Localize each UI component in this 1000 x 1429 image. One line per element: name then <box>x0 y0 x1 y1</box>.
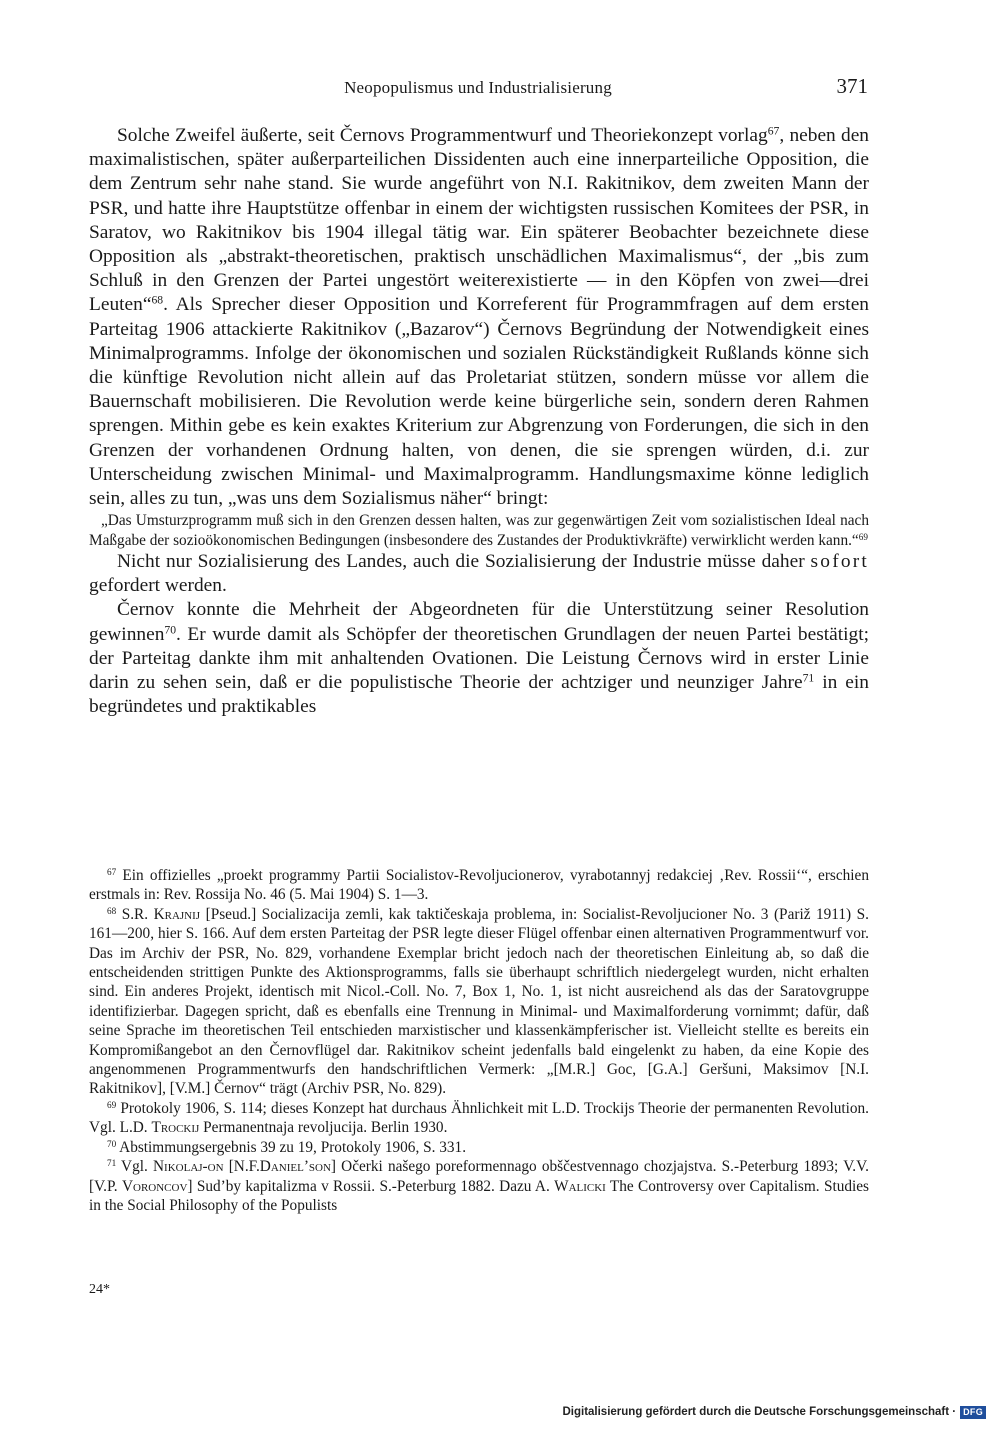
footnote-ref-70[interactable]: 70 <box>164 623 177 637</box>
author-name: Daniel’son <box>259 1158 331 1176</box>
paragraph-3 <box>89 598 869 719</box>
block-quote <box>89 511 869 550</box>
p3-text-3: in ein begründetes und praktikables <box>89 672 869 718</box>
footnote-text: S.R. <box>116 905 154 923</box>
author-name: Nikolaj-on <box>153 1158 224 1176</box>
footnote-ref-69[interactable]: 69 <box>858 531 868 542</box>
footnote-text: Permanentnaja revoljucija. Berlin 1930. <box>199 1119 448 1137</box>
paragraph-1 <box>89 124 869 511</box>
footnote-ref-67[interactable]: 67 <box>767 124 780 138</box>
footnote-68 <box>89 905 869 1099</box>
author-name: Voroncov <box>121 1177 188 1195</box>
dfg-banner-text: Digitalisierung gefördert durch die Deutsche Forschungsgemeinschaft · <box>562 1406 957 1418</box>
body-text <box>89 124 869 719</box>
footnote-text: Protokoly 1906, S. 114; dieses Konzept hat durchaus Ähnlichkeit mit L.D. Trockijs Theorie der permanenten Revolution. Vgl. L.D. <box>89 1099 869 1137</box>
author-name: Krajnij <box>153 905 201 923</box>
footnote-text: Ein offizielles „proekt programmy Partii Socialistov-Revoljucionerov, vyrabotannyj redakciej ‚Rev. Rossii‘“, erschien erstmals in: Rev. Rossija No. 46 (5. Mai 1904) S. 1—3. <box>89 867 869 904</box>
footnotes <box>89 866 869 1215</box>
footnote-text: [N.F. <box>223 1158 260 1176</box>
author-name: Trockij <box>151 1119 200 1137</box>
emphasis-sofort: sofort <box>810 551 869 573</box>
footnote-text: ] Sud’by kapitalizma v Rossii. S.-Peterburg 1882. Dazu A. <box>187 1177 555 1195</box>
footnote-number: 68 <box>107 905 117 916</box>
footnote-71 <box>89 1157 869 1215</box>
p2-text-1: Nicht nur Sozialisierung des Landes, auch die Sozialisierung der Industrie müsse daher <box>117 551 811 573</box>
p1-text-2: , neben den maximalistischen, später außerparteilichen Dissidenten auch eine innerparteiliche Opposition, die dem Zentrum sehr nahe stand. Sie wurde angeführt von N.I. Rakitnikov, dem zweiten Mann der PSR, und hatte ihre Hauptstütze offenbar in einem der wichtigsten russischen Komitees der PSR, in Saratov, wo Rakitnikov bis 1904 illegal tätig war. Ein späterer Beobachter bezeichnete diese Opposition als „abstrakt-theoretischen, praktisch unschädlichen Maximalismus“, der „bis zum Schluß in den Grenzen der Partei ungestört weiterexistierte — in den Köpfen von zwei—drei Leuten“ <box>89 125 870 316</box>
footnote-text: [Pseud.] Socializacija zemli, kak taktičeskaja problema, in: Socialist-Revoljucioner No. 3 (Pariž 1911) S. 161—200, hier S. 166. Auf dem ersten Parteitag der PSR legte dieser Flügel offenbar einen alternativen Programmentwurf vor. Das im Archiv der PSR, No. 829, vorhandene Exemplar bricht jedoch nach der theoretischen Einleitung ab, so daß die entscheidenden strittigen Punkte des Aktionsprogramms, falls sie überhaupt schriftlich niedergelegt wurden, nicht erhalten sind. Ein anderes Projekt, identisch mit Nicol.-Coll. No. 7, Box 1, No. 1, ist nicht ausreichend als das der Saratovgruppe identifizierbar. Dagegen spricht, daß es ebenfalls eine Trennung in Minimal- und Maximalforderung vornimmt; dafür, daß seine Sprache im theoretischen Teil entschieden marxistischer und klassenkämpferischer ist. Vielleicht stellte es bereits ein Kompromißangebot an den Černovflügel dar. Rakitnikov scheint jedenfalls bald eingelenkt zu haben, da eine Kopie des angenommenen Programmentwurfs den handschriftlichen Vermerk: „[M.R.] Goc, [G.A.] Geršuni, Maksimov [N.I. Rakitnikov], [V.M.] Černov“ trägt (Archiv PSR, No. 829). <box>89 905 869 1098</box>
p3-text-2: . Er wurde damit als Schöpfer der theoretischen Grundlagen der neuen Partei bestätigt; der Parteitag dankte ihm mit anhaltenden Ovationen. Die Leistung Černovs wird in erster Linie darin zu sehen sein, daß er die populistische Theorie der achtziger und neunziger Jahre <box>89 623 869 694</box>
author-name: Walicki <box>554 1177 606 1195</box>
footnote-number: 70 <box>107 1138 117 1149</box>
footnote-69 <box>89 1099 869 1138</box>
footnote-70 <box>89 1138 869 1157</box>
footnote-text: The Controversy over Capitalism. Studies in the Social Philosophy of the Populists <box>89 1177 869 1214</box>
running-header <box>88 74 868 106</box>
footnote-text: ] Očerki našego poreformennago obščestvennago chozjajstva. S.-Peterburg 1893; V.V. [V.P. <box>89 1158 869 1195</box>
dfg-logo-icon: DFG <box>960 1406 986 1419</box>
paragraph-2 <box>89 550 869 598</box>
p2-text-2: gefordert werden. <box>89 575 227 597</box>
footnote-text: Vgl. <box>116 1158 153 1176</box>
page-number: 371 <box>836 74 868 98</box>
footnote-ref-68[interactable]: 68 <box>151 294 164 308</box>
p1-text-1: Solche Zweifel äußerte, seit Černovs Programmentwurf und Theoriekonzept vorlag <box>117 125 768 146</box>
footnote-ref-71[interactable]: 71 <box>802 671 815 685</box>
footnote-number: 69 <box>107 1099 117 1110</box>
dfg-banner[interactable] <box>562 1404 986 1420</box>
footnote-text: Abstimmungsergebnis 39 zu 19, Protokoly 1906, S. 331. <box>116 1138 467 1156</box>
p3-text-1: Černov konnte die Mehrheit der Abgeordneten für die Unterstützung seiner Resolution gewinnen <box>89 599 869 645</box>
footnote-number: 71 <box>107 1158 117 1169</box>
footnote-number: 67 <box>107 866 117 877</box>
p1-text-3: . Als Sprecher dieser Opposition und Korreferent für Programmfragen auf dem ersten Parteitag 1906 attackierte Rakitnikov („Bazarov“) Černovs Begründung der Notwendigkeit eines Minimalprogramms. Infolge der ökonomischen und sozialen Rückständigkeit Rußlands könne sich die künftige Revolution nicht allein auf das Proletariat stützen, sondern müsse vor allem die Bauernschaft mobilisieren. Die Revolution werde keine bürgerliche sein, sondern deren Rahmen sprengen. Mithin gebe es kein exaktes Kriterium zur Abgrenzung von Forderungen, die sich in den Grenzen der vorhandenen Ordnung halten, von denen, die sie sprengen würden, d.i. zur Unterscheidung zwischen Minimal- und Maximalprogramm. Handlungsmaxime könne lediglich sein, alles zu tun, „was uns dem Sozialismus näher“ bringt: <box>89 294 869 510</box>
quote-text: „Das Umsturzprogramm muß sich in den Grenzen dessen halten, was zur gegenwärtigen Zeit vom sozialistischen Ideal nach Maßgabe der sozioökonomischen Bedingungen (insbesondere des Zustandes der Produktivkräfte) verwirklicht werden kann.“ <box>89 512 869 549</box>
footnote-67 <box>89 866 869 905</box>
signature-mark: 24* <box>89 1282 110 1297</box>
running-title: Neopopulismus und Industrialisierung <box>344 78 612 97</box>
